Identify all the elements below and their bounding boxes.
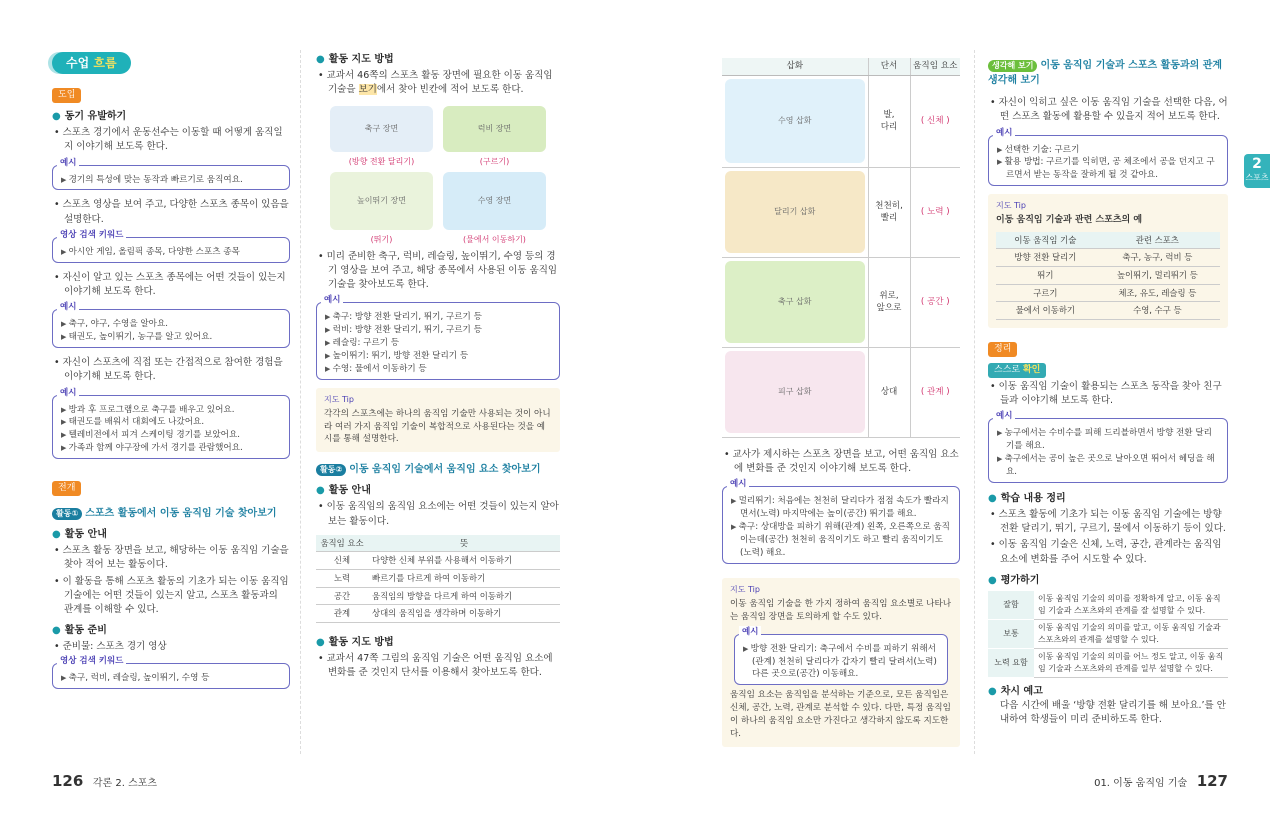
prep-text: • 준비물: 스포츠 경기 영상	[52, 640, 290, 654]
sports-illustration-grid	[330, 106, 546, 246]
think-title: 생각해 보기 이동 움직임 기술과 스포츠 활동과의 관계 생각해 보기	[988, 60, 1223, 86]
example-box-4: 예시 ▶ 방과 후 프로그램으로 축구를 배우고 있어요. ▶ 태권도를 배워서 대회에도 나갔어요. ▶ 텔레비전에서 피겨 스케이팅 경기를 보았어요. ▶ 가족과 함께 야구장에 가서 경기를 관람했어요.	[52, 395, 290, 460]
table-row: 관계 상대의 움직임을 생각하며 이동하기	[316, 605, 560, 623]
soccer-illustration: 축구 장면	[330, 106, 433, 152]
table-row: 방향 전환 달리기 축구, 농구, 럭비 등	[996, 249, 1220, 267]
next-lesson-heading: ● 차시 예고	[988, 684, 1228, 699]
example-item: ▶ 태권도를 배워서 대회에도 나갔어요.	[61, 416, 281, 429]
guide-text: • 이 활동을 통해 스포츠 활동의 기초가 되는 이동 움직임 기술에는 어떤 것들이 있는지 알고, 스포츠 활동과의 관계를 이해할 수 있다.	[52, 575, 290, 618]
question-4: • 자신이 스포츠에 직접 또는 간접적으로 참여한 경험을 이야기해 보도록 한다.	[52, 356, 290, 385]
example-item: ▶ 높이뛰기: 뛰기, 방향 전환 달리기 등	[325, 350, 551, 363]
table-row: 물에서 이동하기 수영, 수구 등	[996, 302, 1220, 320]
table-row: 노력 요함 이동 움직임 기술의 의미를 어느 정도 알고, 이동 움직임 기술과 스포츠와의 관계를 일부 설명할 수 있다.	[988, 648, 1228, 677]
example-item: ▶ 레슬링: 구르기 등	[325, 337, 551, 350]
question-right: • 교사가 제시하는 스포츠 장면을 보고, 어떤 움직임 요소에 변화를 준 것인지 이야기해 보도록 한다.	[722, 448, 960, 477]
video-keyword-box-1: 영상 검색 키워드 ▶ 아시안 게임, 올림픽 종목, 다양한 스포츠 종목	[52, 237, 290, 263]
summary-text: • 이동 움직임 기술은 신체, 노력, 공간, 관계라는 움직임 요소에 변화를 주어 시도할 수 있다.	[988, 538, 1228, 567]
example-item: ▶ 활용 방법: 구르기를 익히면, 공 체조에서 공을 던지고 구르면서 받는 동작을 잘하게 될 것 같아요.	[997, 156, 1219, 182]
guide-text: • 스포츠 활동 장면을 보고, 해당하는 이동 움직임 기술을 찾아 적어 보는 활동이다.	[52, 544, 290, 573]
development-badge: 전개	[52, 481, 81, 496]
example-item: ▶ 선택한 기술: 구르기	[997, 144, 1219, 157]
rugby-illustration: 럭비 장면	[443, 106, 546, 152]
activity-prep-heading: ● 활동 준비	[52, 623, 290, 638]
example-item: ▶ 가족과 함께 야구장에 가서 경기를 관람했어요.	[61, 442, 281, 455]
question-2: • 스포츠 영상을 보여 주고, 다양한 스포츠 종목이 있음을 설명한다.	[52, 198, 290, 227]
example-box-3: 예시 ▶ 축구, 야구, 수영을 알아요. ▶ 태권도, 높이뛰기, 농구를 알고 있어요.	[52, 309, 290, 348]
middle-column	[316, 52, 560, 680]
far-question: • 자신이 익히고 싶은 이동 움직임 기술을 선택한 다음, 어떤 스포츠 활동에 활용할 수 있을지 적어 보도록 한다.	[988, 96, 1228, 125]
keyword-item: ▶ 아시안 게임, 올림픽 종목, 다양한 스포츠 종목	[61, 246, 281, 259]
lesson-flow-title: 수업 흐름	[52, 52, 131, 74]
activity-guide-heading: ● 활동 안내	[316, 483, 560, 498]
soccer-kick-illustration: 축구 삽화	[725, 261, 865, 343]
example-item: ▶ 럭비: 방향 전환 달리기, 뛰기, 구르기 등	[325, 324, 551, 337]
movement-element-table: 움직임 요소 뜻 신체 다양한 신체 부위를 사용해서 이동하기 노력 빠르기를 다르게 하여 이동하기 공간 움직임의 방향을 다르게 하여 이동하기 관계 상대의 움직임을 생각하며 이동하기	[316, 535, 560, 623]
teaching-tip-mid: 지도 Tip 각각의 스포츠에는 하나의 움직임 기술만 사용되는 것이 아니라 여러 가지 움직임 기술이 복합적으로 사용된다는 것을 예시를 통해 설명한다.	[316, 388, 560, 453]
table-row: 뛰기 높이뛰기, 멀리뛰기 등	[996, 266, 1220, 284]
video-keyword-box-2: 영상 검색 키워드 ▶ 축구, 럭비, 레슬링, 높이뛰기, 수영 등	[52, 663, 290, 689]
next-lesson-text: 다음 시간에 배울 ‘방향 전환 달리기를 해 보아요.’를 안내하여 학생들이 미리 준비하도록 한다.	[1000, 699, 1226, 726]
caption: (물에서 이동하기)	[463, 234, 526, 244]
example-item: ▶ 텔레비전에서 피겨 스케이팅 경기를 보았어요.	[61, 429, 281, 442]
example-item: ▶ 축구: 상대방을 피하기 위해(관계) 왼쪽, 오른쪽으로 움직이는데(공간) 천천히 움직이기도 하고 빨리 움직이기도(노력) 해요.	[731, 521, 951, 560]
left-column	[52, 52, 290, 697]
evaluation-heading: ● 평가하기	[988, 573, 1228, 588]
table-row: 공간 움직임의 방향을 다르게 하여 이동하기	[316, 587, 560, 605]
activity-2-title: 활동② 이동 움직임 기술에서 움직임 요소 찾아보기	[316, 462, 560, 477]
keyword-item: ▶ 축구, 럭비, 레슬링, 높이뛰기, 수영 등	[61, 672, 281, 685]
example-box-right: 예시 ▶ 멀리뛰기: 처음에는 천천히 달리다가 점점 속도가 빨라지면서(노력) 마지막에는 높이(공간) 뛰기를 해요. ▶ 축구: 상대방을 피하기 위해(관계) 왼쪽, 오른쪽으로 움직이는데(공간) 천천히 움직이기도 하고 빨리 움직이기도(노력) 해요.	[722, 486, 960, 563]
chapter-side-tab[interactable]: 2 스포츠	[1244, 154, 1270, 188]
example-tag: 예시	[57, 157, 79, 170]
summary-text: • 스포츠 활동에 기초가 되는 이동 움직임 기술에는 방향 전환 달리기, 뛰기, 구르기, 물에서 이동하기 등이 있다.	[988, 508, 1228, 537]
tip-example-box: 예시 ▶ 방향 전환 달리기: 축구에서 수비를 피하기 위해서(관계) 천천히 달리다가 갑자기 빨리 달려서(노력) 다른 곳으로(공간) 이동해요.	[734, 634, 948, 686]
learning-summary-heading: ● 학습 내용 정리	[988, 491, 1228, 506]
example-item: ▶ 축구: 방향 전환 달리기, 뛰기, 구르기 등	[325, 311, 551, 324]
evaluation-table	[988, 591, 1228, 678]
method-text-3: • 교과서 47쪽 그림의 움직임 기술은 어떤 움직임 요소에 변화를 준 것인지 단서를 이용해서 찾아보도록 한다.	[316, 652, 560, 681]
run-illustration: 달리기 삽화	[725, 171, 865, 253]
intro-badge: 도입	[52, 88, 81, 103]
teaching-tip-right: 지도 Tip 이동 움직임 기술을 한 가지 정하여 움직임 요소별로 나타나는 움직임 장면을 토의하게 할 수도 있다. 예시 ▶ 방향 전환 달리기: 축구에서 수비를 피하기 위해서(관계) 천천히 달리다가 갑자기 빨리 달려서(노력) 다른 곳으로(공간) 이동해요. 움직임 요소는 움직임을 분석하는 기준으로, 모든 움직임은 신체, 공간, 노력, 관계로 분석할 수 있다. 다만, 특정 움직임이 하나의 움직임 요소만 가진다고 생각하지 않도록 지도한다.	[722, 578, 960, 747]
example-item: ▶ 수영: 물에서 이동하기 등	[325, 363, 551, 376]
example-box-far: 예시 ▶ 선택한 기술: 구르기 ▶ 활용 방법: 구르기를 익히면, 공 체조에서 공을 던지고 구르면서 받는 동작을 잘하게 될 것 같아요.	[988, 135, 1228, 187]
method-heading-2: ● 활동 지도 방법	[316, 635, 560, 650]
table-row: 달리기 삽화 천천히, 빨리 ( 노력 )	[722, 167, 960, 257]
table-row: 구르기 체조, 유도, 레슬링 등	[996, 284, 1220, 302]
question-1: • 스포츠 경기에서 운동선수는 이동할 때 어떻게 움직일지 이야기해 보도록 한다.	[52, 126, 290, 155]
caption: (방향 전환 달리기)	[348, 156, 415, 166]
example-item: ▶ 축구, 야구, 수영을 알아요.	[61, 318, 281, 331]
example-item: ▶ 멀리뛰기: 처음에는 천천히 달리다가 점점 속도가 빨라지면서(노력) 마지막에는 높이(공간) 뛰기를 해요.	[731, 495, 951, 521]
example-item: ▶ 축구에서는 공이 높은 곳으로 날아오면 뛰어서 헤딩을 해요.	[997, 453, 1219, 479]
illustration-element-table: 삽화 단서 움직임 요소 수영 삽화 발, 다리 ( 신체 ) 달리기 삽화 천천히, 빨리 ( 노력 ) 축구 삽화 위로, 앞으로 ( 공간 ) 피구 삽화 상대 ( 관계 )	[722, 58, 960, 438]
table-row: 축구 삽화 위로, 앞으로 ( 공간 )	[722, 257, 960, 347]
high-jump-illustration: 높이뛰기 장면	[330, 172, 433, 230]
caption: (구르기)	[479, 156, 510, 166]
example-box-1	[52, 157, 290, 191]
table-row: 신체 다양한 신체 부위를 사용해서 이동하기	[316, 552, 560, 570]
far-right-column	[988, 52, 1228, 727]
motivation-heading: ● 동기 유발하기	[52, 109, 290, 124]
example-item: ▶ 방과 후 프로그램으로 축구를 배우고 있어요.	[61, 404, 281, 417]
self-check-text: • 이동 움직임 기술이 활용되는 스포츠 동작을 찾아 친구들과 이야기해 보도록 한다.	[988, 380, 1228, 409]
activity-1-title: 활동① 스포츠 활동에서 이동 움직임 기술 찾아보기	[52, 506, 290, 521]
left-footer: 126 각론 2. 스포츠	[52, 772, 158, 790]
table-row: 보통 이동 움직임 기술의 의미를 알고, 이동 움직임 기술과 스포츠와의 관계를 설명할 수 있다.	[988, 619, 1228, 648]
question-3: • 자신이 알고 있는 스포츠 종목에는 어떤 것들이 있는지 이야기해 보도록 한다.	[52, 271, 290, 300]
right-center-column	[722, 58, 960, 747]
activity-guide-heading: ● 활동 안내	[52, 527, 290, 542]
table-row: 수영 삽화 발, 다리 ( 신체 )	[722, 75, 960, 167]
table-row: 노력 빠르기를 다르게 하여 이동하기	[316, 570, 560, 588]
dodgeball-illustration: 피구 삽화	[725, 351, 865, 433]
right-footer: 01. 이동 움직임 기술 127	[1094, 772, 1228, 790]
example-item: ▶ 농구에서는 수비수를 피해 드리블하면서 방향 전환 달리기를 해요.	[997, 427, 1219, 453]
example-item: ▶ 경기의 특성에 맞는 동작과 빠르기로 움직여요.	[61, 174, 281, 187]
caption: (뛰기)	[370, 234, 393, 244]
summary-badge: 정리	[988, 342, 1017, 357]
method-text-1: • 교과서 46쪽의 스포츠 활동 장면에 필요한 이동 움직임 기술을 보기에서 찾아 빈칸에 적어 보도록 한다.	[316, 69, 560, 98]
self-check-badge: 스스로 확인	[988, 363, 1046, 378]
table-row: 잘함 이동 움직임 기술의 의미를 정확하게 알고, 이동 움직임 기술과 스포츠와의 관계를 잘 설명할 수 있다.	[988, 591, 1228, 620]
related-sports-table: 이동 움직임 기술 관련 스포츠 방향 전환 달리기 축구, 농구, 럭비 등 뛰기 높이뛰기, 멀리뛰기 등 구르기 체조, 유도, 레슬링 등 물에서 이동하기 수영, 수구 등	[996, 232, 1220, 320]
table-row: 피구 삽화 상대 ( 관계 )	[722, 347, 960, 437]
example-box-mid: 예시 ▶ 축구: 방향 전환 달리기, 뛰기, 구르기 등 ▶ 럭비: 방향 전환 달리기, 뛰기, 구르기 등 ▶ 레슬링: 구르기 등 ▶ 높이뛰기: 뛰기, 방향 전환 달리기 등 ▶ 수영: 물에서 이동하기 등	[316, 302, 560, 379]
example-box-check: 예시 ▶ 농구에서는 수비수를 피해 드리블하면서 방향 전환 달리기를 해요. ▶ 축구에서는 공이 높은 곳으로 날아오면 뛰어서 헤딩을 해요.	[988, 418, 1228, 483]
related-sports-tip: 지도 Tip 이동 움직임 기술과 관련 스포츠의 예 이동 움직임 기술 관련 스포츠 방향 전환 달리기 축구, 농구, 럭비 등 뛰기 높이뛰기, 멀리뛰기 등 구르기 체조, 유도, 레슬링 등 물에서 이동하기 수영, 수구 등	[988, 194, 1228, 328]
method-heading: ● 활동 지도 방법	[316, 52, 560, 67]
swim-illustration: 수영 삽화	[725, 79, 865, 163]
example-item: ▶ 태권도, 높이뛰기, 농구를 알고 있어요.	[61, 331, 281, 344]
swimming-illustration: 수영 장면	[443, 172, 546, 230]
guide-text: • 이동 움직임의 움직임 요소에는 어떤 것들이 있는지 알아보는 활동이다.	[316, 500, 560, 529]
method-text-2: • 미리 준비한 축구, 럭비, 레슬링, 높이뛰기, 수영 등의 경기 영상을 보여 주고, 해당 종목에서 사용된 이동 움직임 기술을 찾아보도록 한다.	[316, 250, 560, 293]
